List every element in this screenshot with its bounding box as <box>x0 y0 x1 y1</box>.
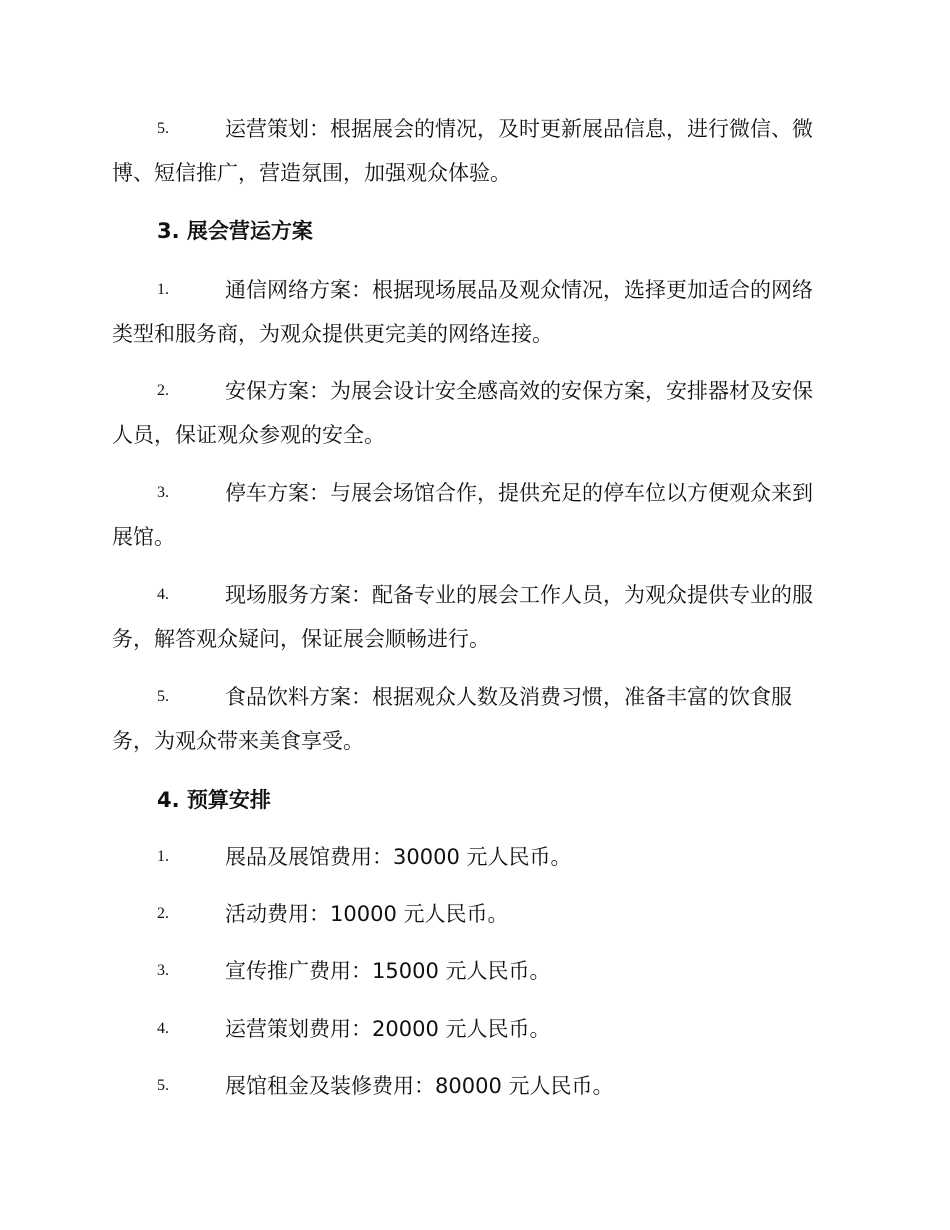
list-item-text: 活动费用：10000 元人民币。 <box>225 902 509 926</box>
list-item <box>112 369 834 457</box>
list-item-text-continued: 务，为观众带来美食享受。 <box>112 729 364 753</box>
list-item <box>112 471 834 559</box>
list-item <box>112 1064 834 1108</box>
list-item-text-continued: 展馆。 <box>112 525 175 549</box>
list-item-number: 3. <box>157 962 169 979</box>
list-item-text-continued: 类型和服务商，为观众提供更完美的网络连接。 <box>112 322 553 346</box>
section-heading: 4. 预算安排 <box>157 788 271 812</box>
list-item-text: 现场服务方案：配备专业的展会工作人员，为观众提供专业的服 <box>225 583 813 607</box>
list-item-text: 停车方案：与展会场馆合作，提供充足的停车位以方便观众来到 <box>225 481 813 505</box>
list-item <box>112 268 834 356</box>
list-item <box>112 1007 834 1051</box>
list-item <box>112 892 834 936</box>
list-item-number: 1. <box>157 848 169 865</box>
list-item-number: 4. <box>157 586 169 603</box>
list-item-text: 通信网络方案：根据现场展品及观众情况，选择更加适合的网络 <box>225 278 813 302</box>
list-item-number: 2. <box>157 905 169 922</box>
list-item-number: 1. <box>157 281 169 298</box>
list-item-text: 展馆租金及装修费用：80000 元人民币。 <box>225 1074 614 1098</box>
list-item-number: 5. <box>157 1077 169 1094</box>
list-item <box>112 835 834 879</box>
list-item <box>112 675 834 763</box>
list-item-text-continued: 人员，保证观众参观的安全。 <box>112 423 385 447</box>
list-item-number: 4. <box>157 1020 169 1037</box>
list-item-number: 5. <box>157 688 169 705</box>
list-item-text: 运营策划费用：20000 元人民币。 <box>225 1017 551 1041</box>
list-item-number: 5. <box>157 120 169 137</box>
list-item-text: 运营策划：根据展会的情况，及时更新展品信息，进行微信、微 <box>225 117 813 141</box>
list-item <box>112 107 834 195</box>
list-item-text: 宣传推广费用：15000 元人民币。 <box>225 959 551 983</box>
list-item-text-continued: 博、短信推广，营造氛围，加强观众体验。 <box>112 161 511 185</box>
list-item-text: 展品及展馆费用：30000 元人民币。 <box>225 845 572 869</box>
list-item-number: 2. <box>157 382 169 399</box>
list-item <box>112 949 834 993</box>
list-item-text: 安保方案：为展会设计安全感高效的安保方案，安排器材及安保 <box>225 379 813 403</box>
list-item-text: 食品饮料方案：根据观众人数及消费习惯，准备丰富的饮食服 <box>225 685 792 709</box>
list-item <box>112 573 834 661</box>
list-item-number: 3. <box>157 484 169 501</box>
section-heading: 3. 展会营运方案 <box>157 219 313 243</box>
list-item-text-continued: 务，解答观众疑问，保证展会顺畅进行。 <box>112 627 490 651</box>
